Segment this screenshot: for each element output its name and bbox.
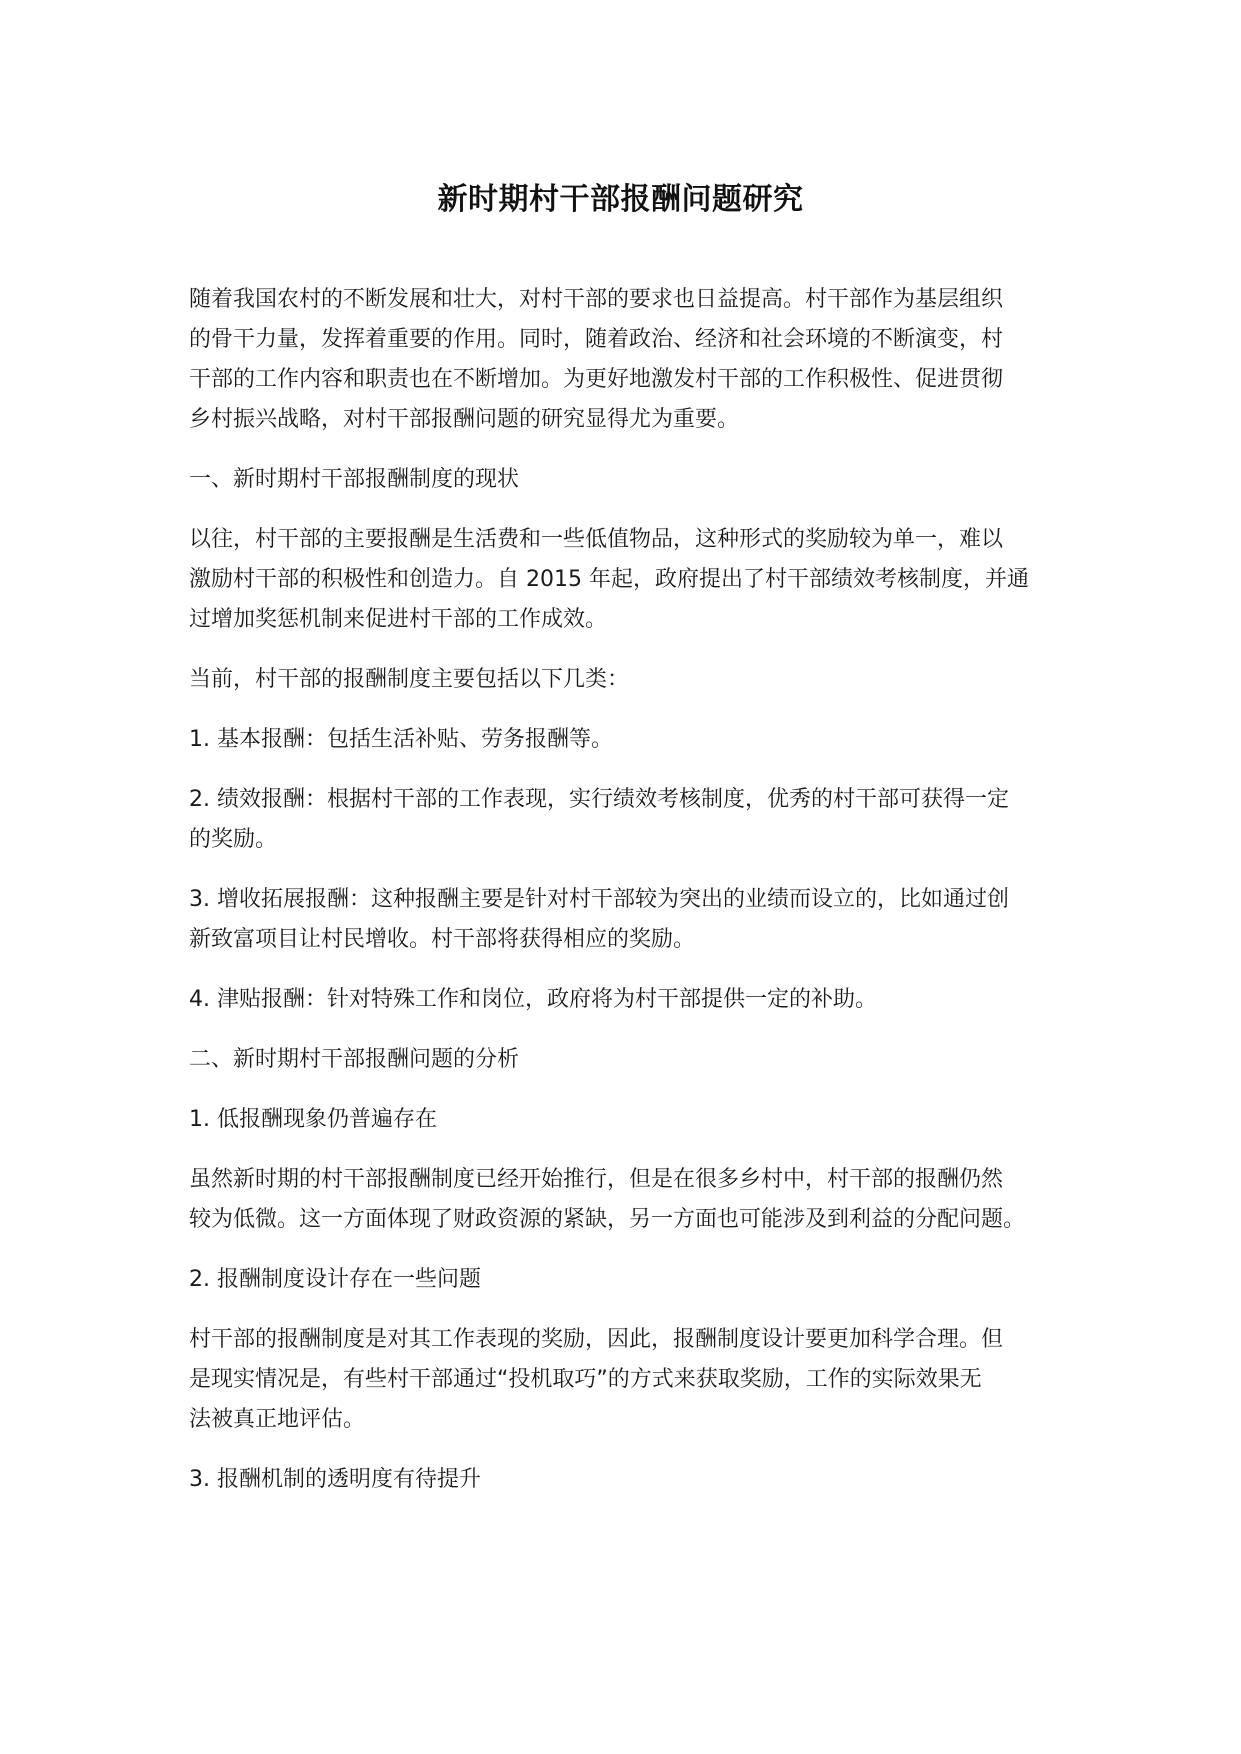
text-line: 的骨干力量，发挥着重要的作用。同时，随着政治、经济和社会环境的不断演变，村: [189, 327, 1004, 352]
list-item: [189, 980, 1069, 1020]
text-line: 一、新时期村干部报酬制度的现状: [189, 467, 520, 492]
text-line: 二、新时期村干部报酬问题的分析: [189, 1047, 520, 1072]
text-line: 较为低微。这一方面体现了财政资源的紧缺，另一方面也可能涉及到利益的分配问题。: [189, 1207, 1026, 1232]
text-line: 1. 基本报酬：包括生活补贴、劳务报酬等。: [189, 727, 613, 752]
text-line: 激励村干部的积极性和创造力。自 2015 年起，政府提出了村干部绩效考核制度，并通: [189, 567, 1029, 592]
text-line: 法被真正地评估。: [189, 1407, 366, 1432]
subsection-heading: [189, 1100, 1069, 1140]
text-line: 4. 津贴报酬：针对特殊工作和岗位，政府将为村干部提供一定的补助。: [189, 987, 877, 1012]
text-line: 2. 绩效报酬：根据村干部的工作表现，实行绩效考核制度，优秀的村干部可获得一定: [189, 787, 1009, 812]
text-line: 是现实情况是，有些村干部通过“投机取巧”的方式来获取奖励，工作的实际效果无: [189, 1367, 982, 1392]
text-line: 干部的工作内容和职责也在不断增加。为更好地激发村干部的工作积极性、促进贯彻: [189, 367, 1004, 392]
text-line: 1. 低报酬现象仍普遍存在: [189, 1107, 437, 1132]
subsection-heading: [189, 1260, 1069, 1300]
document-title: 新时期村干部报酬问题研究: [437, 182, 804, 217]
paragraph: [189, 1320, 1069, 1440]
text-line: 当前，村干部的报酬制度主要包括以下几类：: [189, 667, 630, 692]
text-line: 3. 报酬机制的透明度有待提升: [189, 1467, 481, 1492]
section-heading: [189, 460, 1069, 500]
document-body: [189, 280, 1069, 1520]
text-line: 的奖励。: [189, 827, 278, 852]
text-line: 随着我国农村的不断发展和壮大，对村干部的要求也日益提高。村干部作为基层组织: [189, 287, 1004, 312]
list-item: [189, 880, 1069, 960]
list-item: [189, 780, 1069, 860]
paragraph: [189, 660, 1069, 700]
section-heading: [189, 1040, 1069, 1080]
text-line: 2. 报酬制度设计存在一些问题: [189, 1267, 481, 1292]
text-line: 以往，村干部的主要报酬是生活费和一些低值物品，这种形式的奖励较为单一，难以: [189, 527, 1004, 552]
list-item: [189, 720, 1069, 760]
text-line: 过增加奖惩机制来促进村干部的工作成效。: [189, 607, 608, 632]
text-line: 村干部的报酬制度是对其工作表现的奖励，因此，报酬制度设计要更加科学合理。但: [189, 1327, 1004, 1352]
paragraph: [189, 280, 1069, 440]
subsection-heading: [189, 1460, 1069, 1500]
text-line: 乡村振兴战略，对村干部报酬问题的研究显得尤为重要。: [189, 407, 740, 432]
text-line: 虽然新时期的村干部报酬制度已经开始推行，但是在很多乡村中，村干部的报酬仍然: [189, 1167, 1004, 1192]
paragraph: [189, 520, 1069, 640]
text-line: 3. 增收拓展报酬：这种报酬主要是针对村干部较为突出的业绩而设立的，比如通过创: [189, 887, 1009, 912]
paragraph: [189, 1160, 1069, 1240]
text-line: 新致富项目让村民增收。村干部将获得相应的奖励。: [189, 927, 696, 952]
